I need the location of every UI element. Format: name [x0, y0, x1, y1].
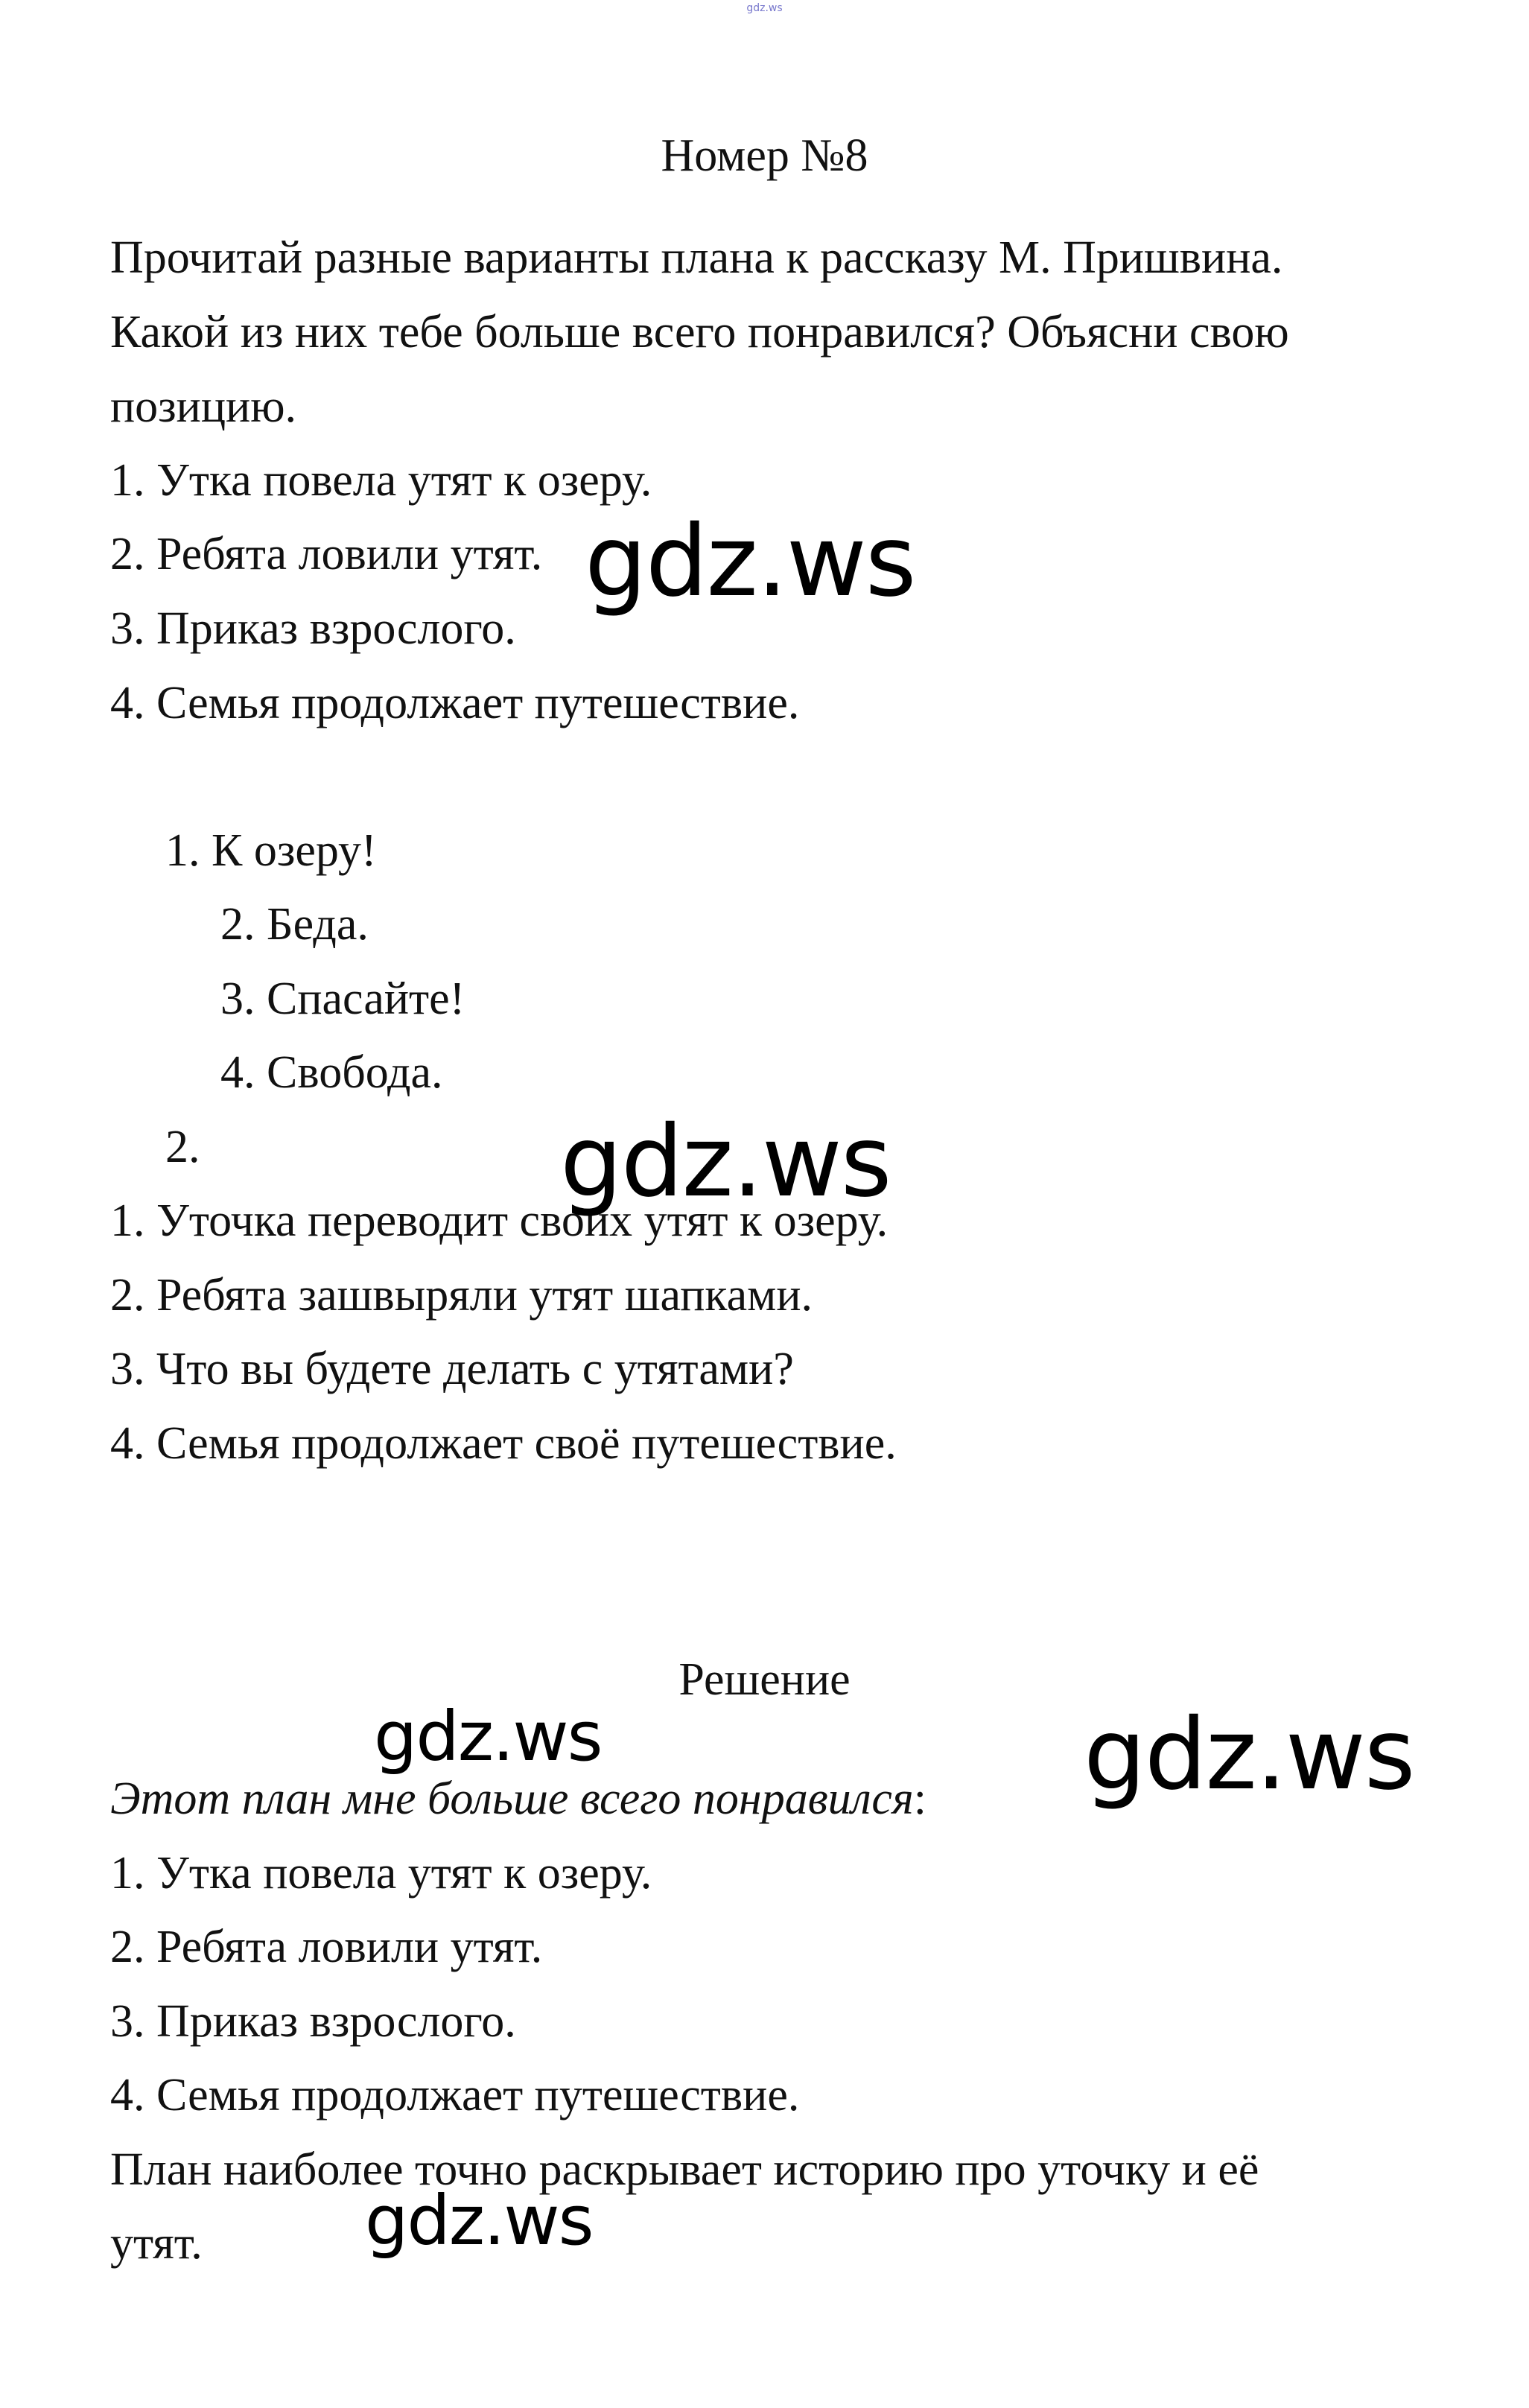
plan1-item-1: 1. Утка повела утят к озеру. — [110, 455, 652, 506]
solution-intro — [110, 1773, 926, 1824]
solution-item-2: 2. Ребята ловили утят. — [110, 1922, 543, 1972]
plan2-outer-number: 2. — [165, 1122, 200, 1172]
header-watermark: gdz.ws — [746, 2, 783, 14]
watermark-3: gdz.ws — [374, 1697, 602, 1776]
solution-conclusion-line-2: утят. — [110, 2218, 203, 2269]
plan1-item-2: 2. Ребята ловили утят. — [110, 529, 543, 579]
solution-heading: Решение — [678, 1654, 851, 1705]
task-line-2: Какой из них тебе больше всего понравился? Объясни свою — [110, 307, 1289, 358]
solution-item-1: 1. Утка повела утят к озеру. — [110, 1848, 652, 1899]
solution-intro-colon: : — [913, 1773, 926, 1824]
page-title: Номер №8 — [661, 130, 868, 181]
plan3-item-2: 2. Ребята зашвыряли утят шапками. — [110, 1270, 813, 1321]
solution-item-3: 3. Приказ взрослого. — [110, 1996, 516, 2047]
watermark-1: gdz.ws — [585, 504, 915, 619]
task-line-3: позицию. — [110, 381, 297, 432]
plan2-item-4: 4. Свобода. — [220, 1047, 443, 1098]
watermark-5: gdz.ws — [365, 2181, 593, 2261]
plan2-item-1: 1. К озеру! — [165, 825, 377, 876]
solution-item-4: 4. Семья продолжает путешествие. — [110, 2070, 800, 2120]
plan2-item-3: 3. Спасайте! — [220, 973, 465, 1024]
plan2-item-2: 2. Беда. — [220, 899, 369, 950]
task-line-1: Прочитай разные варианты плана к рассказу М. Пришвина. — [110, 232, 1283, 283]
plan3-item-4: 4. Семья продолжает своё путешествие. — [110, 1418, 897, 1469]
watermark-2: gdz.ws — [560, 1105, 891, 1219]
plan3-item-3: 3. Что вы будете делать с утятами? — [110, 1344, 794, 1394]
solution-intro-text: Этот план мне больше всего понравился — [110, 1773, 914, 1824]
solution-conclusion-line-1: План наиболее точно раскрывает историю про уточку и её — [110, 2144, 1259, 2195]
plan1-item-3: 3. Приказ взрослого. — [110, 603, 516, 654]
plan1-item-4: 4. Семья продолжает путешествие. — [110, 678, 800, 728]
watermark-4: gdz.ws — [1084, 1697, 1414, 1812]
plan3-item-1: 1. Уточка переводит своих утят к озеру. — [110, 1195, 889, 1246]
